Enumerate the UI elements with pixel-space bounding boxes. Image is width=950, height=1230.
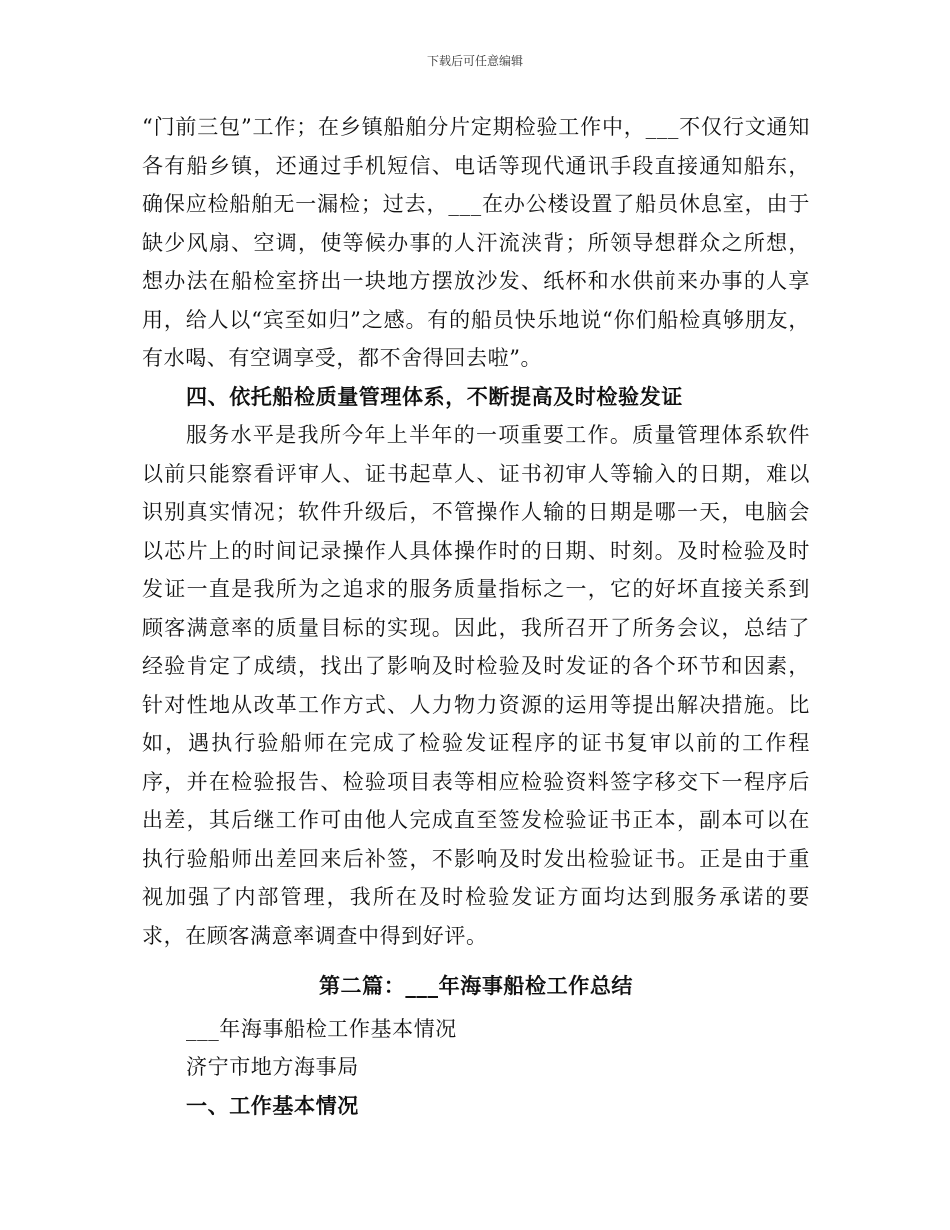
paragraph-service-measures: “门前三包”工作；在乡镇船舶分片定期检验工作中，___不仅行文通知各有船乡镇，还通过手机短信、电话等现代通讯手段直接通知船东，确保应检船舶无一漏检；过去，___在办公楼设置了船员休息室，由于缺少风扇、空调，使等候办事的人汗流浃背；所领导想群众之所想，想办法在船检室挤出一块地方摆放沙发、纸杯和水供前来办事的人享用，给人以“宾至如归”之感。有的船员快乐地说“你们船检真够朋友，有水喝、有空调享受，都不舍得回去啦”。 — [142, 115, 810, 370]
document-body — [142, 108, 810, 1125]
section-title-part-two: 第二篇：___年海事船检工作总结 — [318, 973, 634, 998]
author-organization: 济宁市地方海事局 — [186, 1055, 359, 1079]
heading-work-situation: 一、工作基本情况 — [186, 1092, 359, 1118]
heading-quality-system: 四、依托船检质量管理体系，不断提高及时检验发证 — [186, 383, 683, 409]
subtitle-basic-situation: ___年海事船检工作基本情况 — [186, 1016, 457, 1041]
paragraph-quality-management: 服务水平是我所今年上半年的一项重要工作。质量管理体系软件以前只能察看评审人、证书起草人、证书初审人等输入的日期，难以识别真实情况；软件升级后，不管操作人输的日期是哪一天，电脑会以芯片上的时间记录操作人具体操作时的日期、时刻。及时检验及时发证一直是我所为之追求的服务质量指标之一，它的好坏直接关系到顾客满意率的质量目标的实现。因此，我所召开了所务会议，总结了经验肯定了成绩，找出了影响及时检验及时发证的各个环节和因素，针对性地从改革工作方式、人力物力资源的运用等提出解决措施。比如，遇执行验船师在完成了检验发证程序的证书复审以前的工作程序，并在检验报告、检验项目表等相应检验资料签字移交下一程序后出差，其后继工作可由他人完成直至签发检验证书正本，副本可以在执行验船师出差回来后补签，不影响及时发出检验证书。正是由于重视加强了内部管理，我所在及时检验发证方面均达到服务承诺的要求，在顾客满意率调查中得到好评。 — [142, 423, 810, 948]
page-header: 下载后可任意编辑 — [426, 54, 523, 68]
